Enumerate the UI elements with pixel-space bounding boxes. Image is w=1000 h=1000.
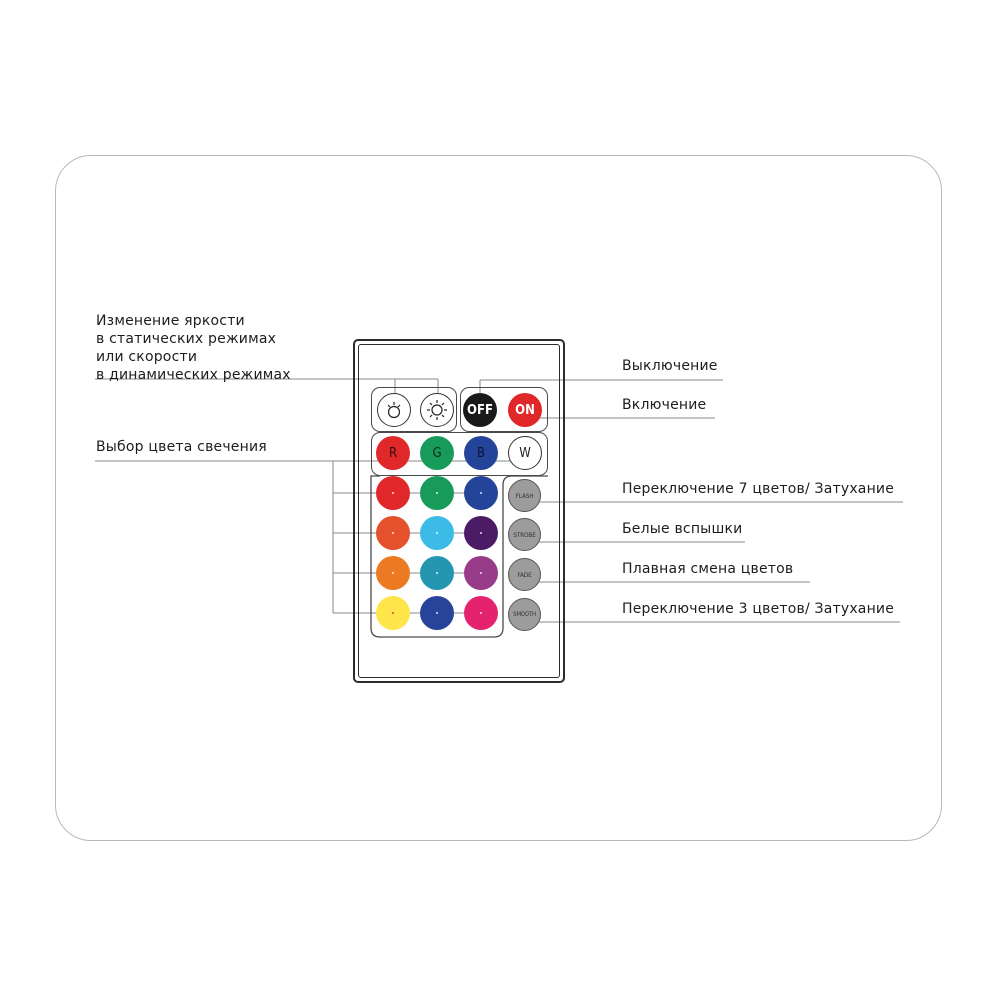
- annotation-flash: Переключение 7 цветов/ Затухание: [622, 481, 895, 497]
- smooth-button[interactable]: [508, 598, 541, 631]
- color-button[interactable]: [376, 596, 410, 630]
- color-button[interactable]: [464, 596, 498, 630]
- green-button[interactable]: [420, 436, 454, 470]
- flash-label: FLASH: [515, 491, 534, 500]
- fade-button[interactable]: [508, 558, 541, 591]
- color-button[interactable]: [376, 556, 410, 590]
- color-button[interactable]: [420, 476, 454, 510]
- strobe-button[interactable]: [508, 518, 541, 551]
- flash-button[interactable]: [508, 479, 541, 512]
- annotation-fade: Плавная смена цветов: [622, 561, 794, 577]
- red-label: R: [388, 445, 398, 461]
- color-button[interactable]: [464, 556, 498, 590]
- color-button[interactable]: [420, 516, 454, 550]
- color-button[interactable]: [376, 476, 410, 510]
- color-button[interactable]: [420, 596, 454, 630]
- on-label: ON: [515, 402, 535, 418]
- color-button[interactable]: [376, 516, 410, 550]
- off-label: OFF: [467, 402, 493, 418]
- red-button[interactable]: [376, 436, 410, 470]
- annotation-color-select: Выбор цвета свечения: [96, 439, 267, 455]
- color-button[interactable]: [464, 476, 498, 510]
- brightness-down-button[interactable]: [377, 393, 411, 427]
- annotation-on: Включение: [622, 397, 707, 413]
- on-button[interactable]: [508, 393, 542, 427]
- annotation-smooth: Переключение 3 цветов/ Затухание: [622, 601, 895, 617]
- fade-label: FADE: [517, 570, 532, 579]
- annotation-off: Выключение: [622, 358, 718, 374]
- green-label: G: [432, 445, 442, 461]
- off-button[interactable]: [463, 393, 497, 427]
- annotation-strobe: Белые вспышки: [622, 521, 743, 537]
- blue-label: B: [476, 445, 486, 461]
- strobe-label: STROBE: [513, 530, 536, 539]
- brightness-up-icon: [425, 398, 449, 422]
- color-button[interactable]: [464, 516, 498, 550]
- smooth-label: SMOOTH: [513, 611, 536, 618]
- white-button[interactable]: [508, 436, 542, 470]
- brightness-down-icon: [383, 399, 405, 421]
- annotation-brightness: Изменение яркости в статических режимах или скорости в динамических режимах: [96, 313, 291, 383]
- color-button[interactable]: [420, 556, 454, 590]
- brightness-up-button[interactable]: [420, 393, 454, 427]
- white-label: W: [519, 445, 531, 461]
- blue-button[interactable]: [464, 436, 498, 470]
